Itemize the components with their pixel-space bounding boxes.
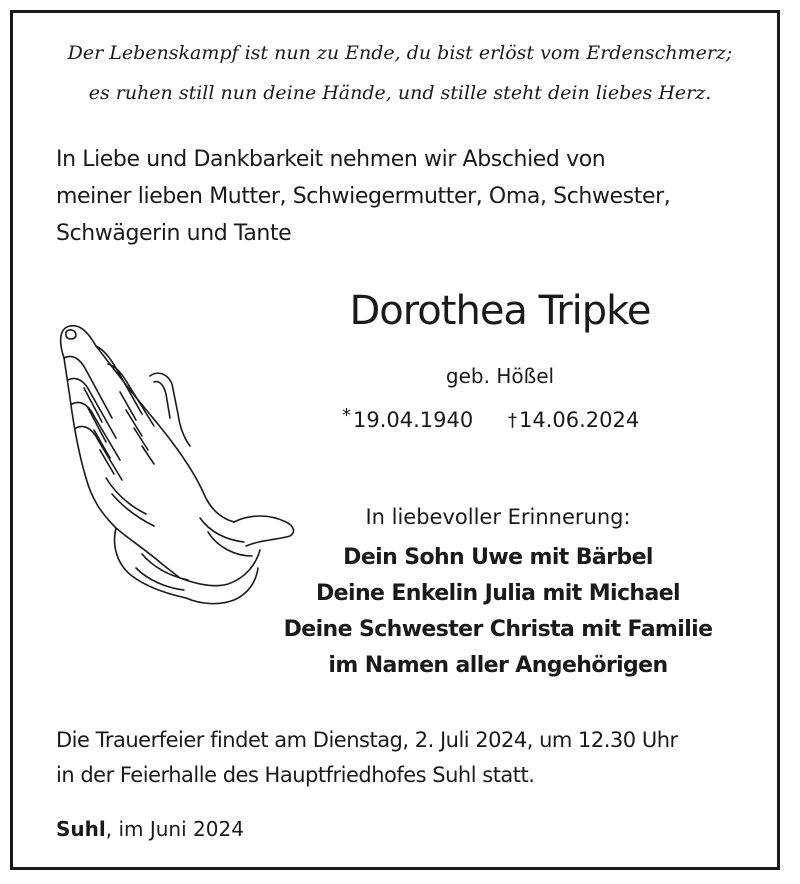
poem-line-2: es ruhen still nun deine Hände, und stille steht dein liebes Herz. (88, 82, 712, 104)
funeral-line-2: in der Feierhalle des Hauptfriedhofes Suhl statt. (56, 763, 535, 787)
birth-date: 19.04.1940 (353, 408, 474, 432)
place-date (56, 817, 244, 841)
intro-line-2: meiner lieben Mutter, Schwiegermutter, Oma, Schwester, (56, 184, 671, 209)
deceased-name: Dorothea Tripke (349, 288, 651, 334)
mourner-line-2: Deine Enkelin Julia mit Michael (316, 581, 680, 606)
birth-name: geb. Hößel (445, 364, 555, 388)
death-date: 14.06.2024 (519, 408, 640, 432)
intro-line-1: In Liebe und Dankbarkeit nehmen wir Abschied von (56, 147, 606, 172)
memory-heading: In liebevoller Erinnerung: (365, 505, 631, 529)
date-text: , im Juni 2024 (105, 817, 244, 841)
birth-symbol: * (342, 405, 351, 426)
place: Suhl (56, 817, 106, 841)
death-date-group (508, 408, 639, 432)
intro-line-3: Schwägerin und Tante (56, 221, 292, 246)
mourner-line-3: Deine Schwester Christa mit Familie (283, 617, 713, 642)
mourner-line-4: im Namen aller Angehörigen (328, 653, 668, 678)
praying-hands-icon (50, 318, 300, 618)
poem-line-1: Der Lebenskampf ist nun zu Ende, du bist erlöst vom Erdenschmerz; (67, 42, 733, 64)
mourner-line-1: Dein Sohn Uwe mit Bärbel (343, 545, 653, 570)
funeral-line-1: Die Trauerfeier findet am Dienstag, 2. Juli 2024, um 12.30 Uhr (56, 728, 678, 752)
death-symbol: † (508, 410, 517, 431)
birth-date-group (342, 405, 474, 432)
